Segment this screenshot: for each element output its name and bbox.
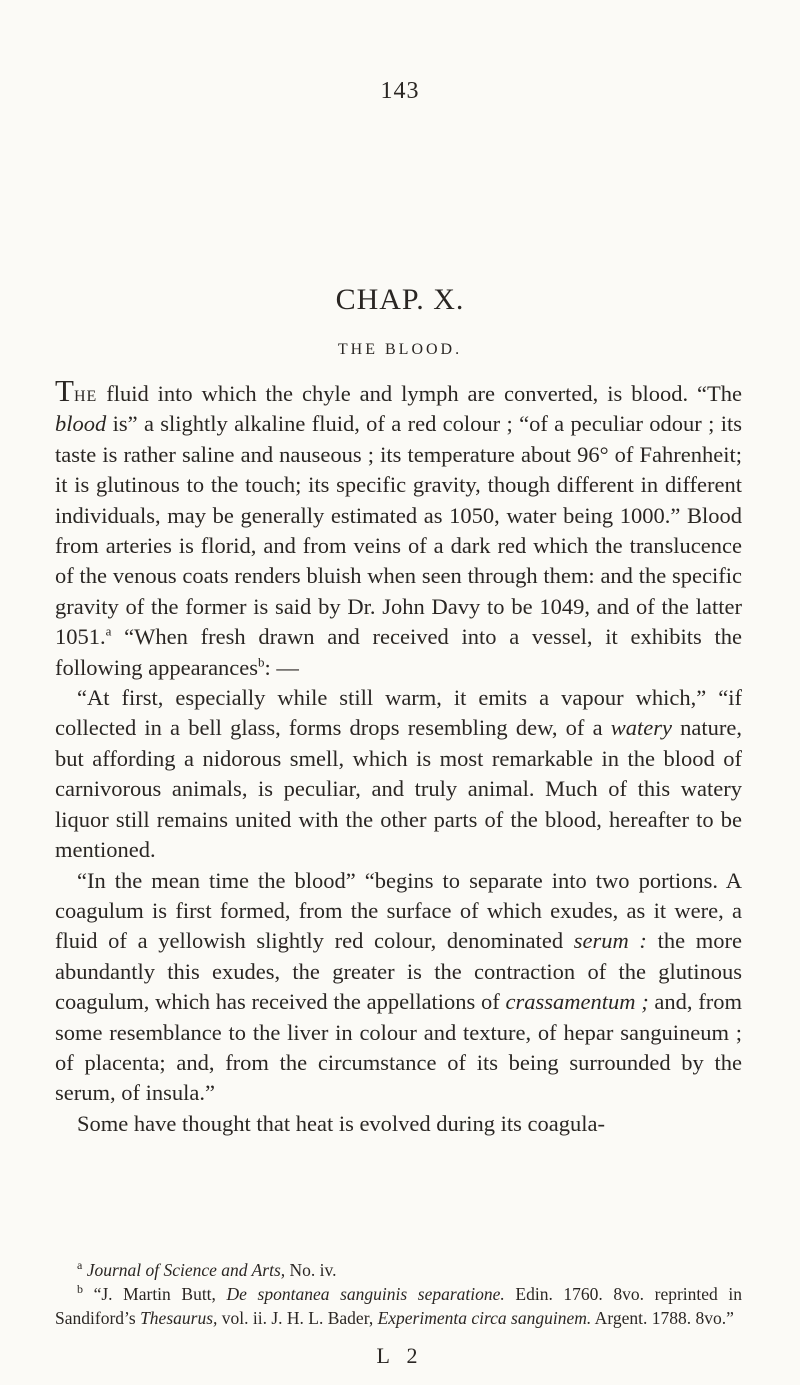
footnote-mark: b: [77, 1282, 83, 1297]
footnote-mark: a: [77, 1258, 83, 1273]
text-run: and, from some resemblance to the liver in colour and texture, of hepar sanguineum ; of placenta; and, from the circumstance of its being surrounded by the serum, of insula.”: [55, 989, 742, 1106]
small-caps-text: he: [73, 381, 98, 406]
signature-mark: L 2: [376, 1343, 424, 1368]
italic-text: crassamentum ;: [505, 989, 649, 1015]
footnote-ref-a: a: [105, 623, 112, 639]
page-number: 143: [380, 78, 420, 104]
text-run: Argent. 1788. 8vo.”: [591, 1308, 734, 1328]
italic-text: Journal of Science and Arts,: [86, 1260, 286, 1280]
section-title: THE BLOOD.: [337, 341, 463, 358]
text-run: “When fresh drawn and received into a vessel, it exhibits the following appearances: [55, 624, 742, 680]
paragraph-1: [55, 375, 742, 683]
text-run: fluid into which the chyle and lymph are converted, is blood. “The: [97, 381, 742, 406]
footnote-b: [55, 1282, 742, 1330]
text-run: vol. ii. J. H. L. Bader,: [217, 1308, 378, 1328]
italic-text: Thesaurus,: [140, 1308, 218, 1328]
body-text: [55, 375, 742, 1139]
drop-cap: T: [55, 373, 74, 408]
paragraph-4: [55, 1109, 742, 1139]
text-run: is” a slightly alkaline fluid, of a red colour ; “of a peculiar odour ; its taste is rather saline and nauseous ; its temperature about 96° of Fahrenheit; it is glutinous to the touch; its specific gravity, though different in different individuals, may be generally estimated as 1050, water being 1000.” Blood from arteries is florid, and from veins of a dark red which the translucence of the venous coats renders bluish when seen through them: and the specific gravity of the former is said by Dr. John Davy to be 1049, and of the latter 1051.: [55, 411, 742, 650]
text-run: Edin. 1760. 8vo. reprinted in Sandiford’s: [55, 1284, 743, 1328]
italic-text: Experimenta circa sanguinem.: [377, 1308, 592, 1328]
text-run: nature, but affording a nidorous smell, which is most remarkable in the blood of carnivorous animals, is peculiar, and truly animal. Much of this watery liquor still remains united with the other parts of the blood, hereafter to be mentioned.: [55, 715, 742, 863]
footnotes: [55, 1258, 742, 1330]
text-run: “At first, especially while still warm, it emits a vapour which,” “if collected in a bell glass, forms drops resembling dew, of a: [55, 685, 742, 741]
italic-text: De spontanea sanguinis separatione.: [226, 1284, 505, 1304]
text-run: the more abundantly this exudes, the greater is the contraction of the glutinous coagulum, which has received the appellations of: [55, 928, 742, 1015]
text-run: “In the mean time the blood” “begins to separate into two portions. A coagulum is first formed, from the surface of which exudes, as it were, a fluid of a yellowish slightly red colour, denominated: [55, 867, 742, 954]
text-run: : —: [264, 654, 299, 680]
text-run: “J. Martin Butt,: [93, 1284, 227, 1304]
italic-text: serum :: [573, 928, 647, 954]
paragraph-2: [55, 683, 742, 865]
chapter-title: CHAP. X.: [335, 283, 465, 316]
footnote-ref-b: b: [258, 654, 265, 670]
italic-text: watery: [610, 715, 672, 741]
italic-text: blood: [55, 411, 107, 437]
paragraph-3: [55, 866, 742, 1109]
text-run: Some have thought that heat is evolved during its coagula-: [77, 1110, 606, 1136]
footnote-a: [55, 1258, 742, 1282]
text-run: No. iv.: [285, 1260, 337, 1280]
